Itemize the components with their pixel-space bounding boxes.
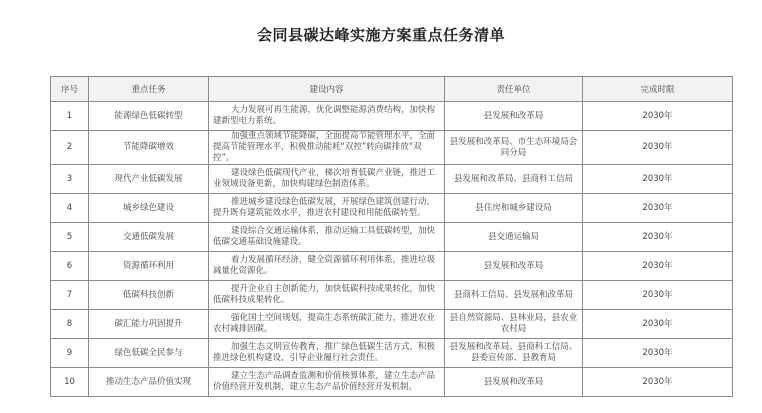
row-unit: 县交通运输局 bbox=[445, 223, 583, 252]
table-row bbox=[51, 339, 733, 368]
row-num: 3 bbox=[51, 165, 89, 194]
row-unit: 县发展和改革局、县商科工信局 bbox=[445, 165, 583, 194]
row-unit: 县发展和改革局、县商科工信局、县委宣传部、县教育局 bbox=[445, 339, 583, 368]
table-row bbox=[51, 368, 733, 397]
row-content: 建设绿色低碳现代产业，梯次培育低碳产业链，推进工业领域设备更新，加快构建绿色制造体系。 bbox=[209, 165, 445, 194]
row-deadline: 2030年 bbox=[583, 339, 733, 368]
row-deadline: 2030年 bbox=[583, 102, 733, 131]
row-task: 绿色低碳全民参与 bbox=[89, 339, 209, 368]
row-num: 10 bbox=[51, 368, 89, 397]
header-task: 重点任务 bbox=[89, 77, 209, 102]
row-task: 资源循环利用 bbox=[89, 252, 209, 281]
table-row bbox=[51, 310, 733, 339]
table-row bbox=[51, 165, 733, 194]
row-num: 9 bbox=[51, 339, 89, 368]
row-num: 2 bbox=[51, 131, 89, 165]
row-content: 提升企业自主创新能力，加快低碳科技成果转化，加快低碳科技成果转化。 bbox=[209, 281, 445, 310]
table-row bbox=[51, 194, 733, 223]
header-deadline: 完成时限 bbox=[583, 77, 733, 102]
row-unit: 县发展和改革局、市生态环境局会同分局 bbox=[445, 131, 583, 165]
row-content: 推进城乡建设绿色低碳发展，开展绿色建筑创建行动，提升既有建筑能效水平，推进农村建设和用能低碳转型。 bbox=[209, 194, 445, 223]
row-content: 建设综合交通运输体系，推动运输工具低碳转型，加快低碳交通基础设施建设。 bbox=[209, 223, 445, 252]
row-num: 4 bbox=[51, 194, 89, 223]
row-content: 着力发展循环经济，健全资源循环利用体系，推进垃圾减量化资源化。 bbox=[209, 252, 445, 281]
row-task: 交通低碳发展 bbox=[89, 223, 209, 252]
row-unit: 县发展和改革局 bbox=[445, 252, 583, 281]
table-row bbox=[51, 281, 733, 310]
row-deadline: 2030年 bbox=[583, 194, 733, 223]
table-header-row bbox=[51, 77, 733, 102]
row-deadline: 2030年 bbox=[583, 310, 733, 339]
row-unit: 县发展和改革局 bbox=[445, 368, 583, 397]
table-row bbox=[51, 252, 733, 281]
row-task: 节能降碳增效 bbox=[89, 131, 209, 165]
row-unit: 县商科工信局、县发展和改革局 bbox=[445, 281, 583, 310]
row-num: 1 bbox=[51, 102, 89, 131]
row-content: 加强重点领域节能降碳，全面提高节能管理水平，全面提高节能管理水平，积极推动能耗“双控”转向碳排放“双控”。 bbox=[209, 131, 445, 165]
row-task: 低碳科技创新 bbox=[89, 281, 209, 310]
row-task: 推动生态产品价值实现 bbox=[89, 368, 209, 397]
row-num: 5 bbox=[51, 223, 89, 252]
task-table bbox=[50, 76, 733, 397]
table-row bbox=[51, 131, 733, 165]
table-row bbox=[51, 223, 733, 252]
row-task: 碳汇能力巩固提升 bbox=[89, 310, 209, 339]
row-content: 加强生态文明宣传教育，推广绿色低碳生活方式，积极推进绿色机构建设，引导企业履行社会责任。 bbox=[209, 339, 445, 368]
header-unit: 责任单位 bbox=[445, 77, 583, 102]
row-unit: 县住房和城乡建设局 bbox=[445, 194, 583, 223]
table-row bbox=[51, 102, 733, 131]
row-deadline: 2030年 bbox=[583, 131, 733, 165]
row-task: 城乡绿色建设 bbox=[89, 194, 209, 223]
row-deadline: 2030年 bbox=[583, 223, 733, 252]
header-num: 序号 bbox=[51, 77, 89, 102]
header-content: 建设内容 bbox=[209, 77, 445, 102]
row-task: 能源绿色低碳转型 bbox=[89, 102, 209, 131]
row-deadline: 2030年 bbox=[583, 165, 733, 194]
row-task: 现代产业低碳发展 bbox=[89, 165, 209, 194]
row-unit: 县自然资源局、县林业局，县农业农村局 bbox=[445, 310, 583, 339]
row-unit: 县发展和改革局 bbox=[445, 102, 583, 131]
row-content: 大力发展可再生能源，优化调整能源消费结构，加快构建新型电力系统。 bbox=[209, 102, 445, 131]
row-num: 6 bbox=[51, 252, 89, 281]
row-deadline: 2030年 bbox=[583, 368, 733, 397]
row-num: 8 bbox=[51, 310, 89, 339]
row-deadline: 2030年 bbox=[583, 252, 733, 281]
row-deadline: 2030年 bbox=[583, 281, 733, 310]
page-title: 会同县碳达峰实施方案重点任务清单 bbox=[256, 26, 505, 44]
row-content: 建立生态产品调查监测和价值核算体系，建立生态产品价值经营开发机制，建立生态产品价值经营开发机制。 bbox=[209, 368, 445, 397]
row-content: 强化国土空间规划，提高生态系统碳汇能力，推进农业农村减排固碳。 bbox=[209, 310, 445, 339]
row-num: 7 bbox=[51, 281, 89, 310]
